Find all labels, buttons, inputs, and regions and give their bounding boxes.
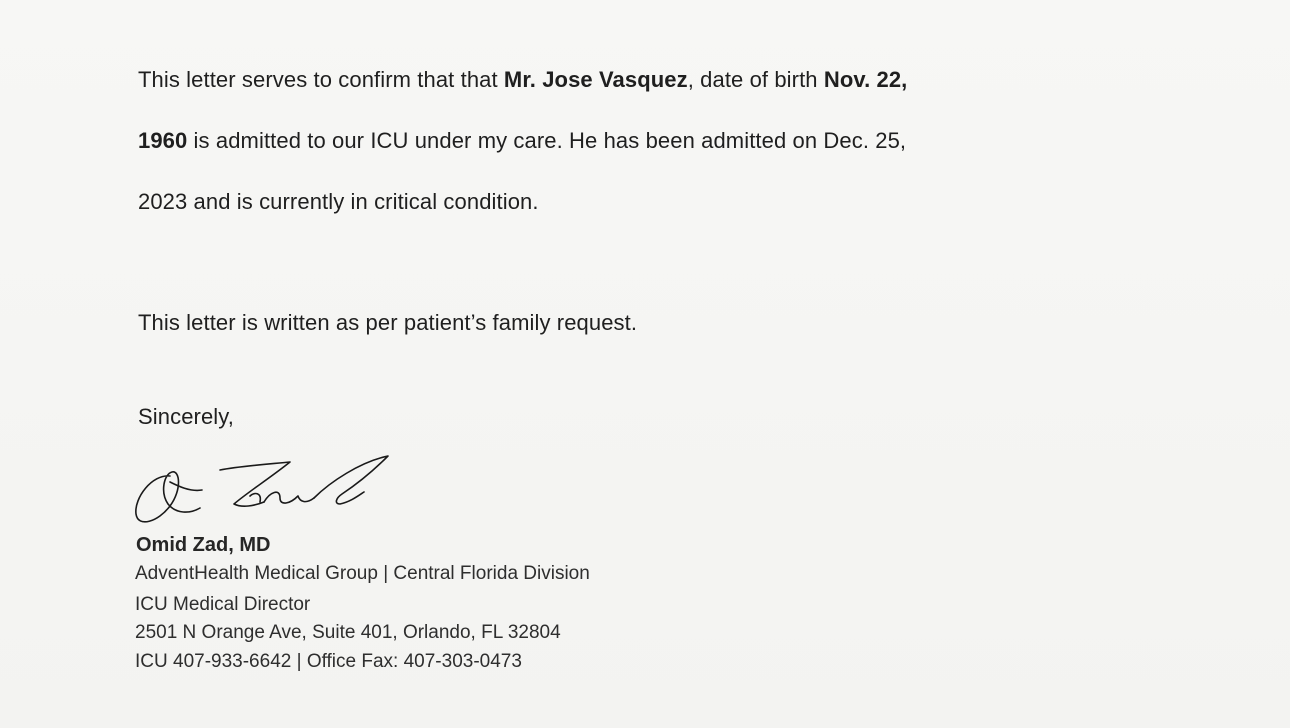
body-text: is admitted to our ICU under my care. He has been admitted on Dec. 25, xyxy=(187,128,907,153)
body-line-1 xyxy=(138,67,907,93)
body-text: 2023 and is currently in critical condition. xyxy=(138,189,539,214)
signer-title: ICU Medical Director xyxy=(135,594,311,615)
body-text: This letter is written as per patient’s family request. xyxy=(138,310,638,335)
body-text: This letter serves to confirm that that xyxy=(138,67,504,92)
signer-contact: ICU 407-933-6642 | Office Fax: 407-303-0473 xyxy=(135,651,522,672)
signer-address: 2501 N Orange Ave, Suite 401, Orlando, FL 32804 xyxy=(135,622,561,643)
body-line-2 xyxy=(138,128,906,154)
signer-organization: AdventHealth Medical Group | Central Florida Division xyxy=(135,563,590,584)
date-of-birth: Nov. 22, xyxy=(823,67,908,92)
patient-name: Mr. Jose Vasquez xyxy=(503,67,688,92)
body-line-3 xyxy=(138,189,539,215)
body-text: , date of birth xyxy=(687,67,824,92)
handwritten-signature xyxy=(130,452,400,534)
closing: Sincerely, xyxy=(138,404,234,429)
date-of-birth-year: 1960 xyxy=(138,128,188,153)
signer-name: Omid Zad, MD xyxy=(136,534,271,556)
body-line-4 xyxy=(138,310,637,336)
